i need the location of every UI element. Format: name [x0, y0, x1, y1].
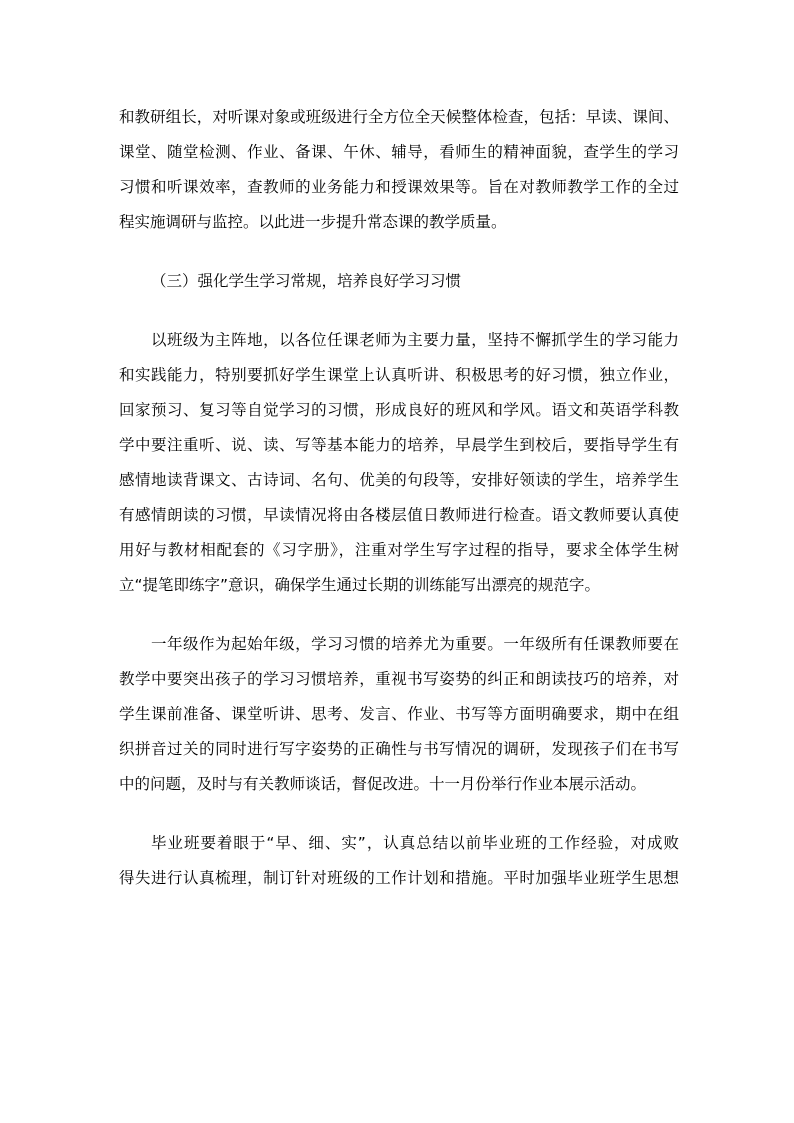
paragraph-line: 织拼音过关的同时进行写字姿势的正确性与书写情况的调研，发现孩子们在书写 — [119, 740, 679, 758]
paragraph-line: 课堂、随堂检测、作业、备课、午休、辅导，看师生的精神面貌，查学生的学习 — [119, 143, 679, 161]
paragraph-line: 教学中要突出孩子的学习习惯培养，重视书写姿势的纠正和朗读技巧的培养，对 — [119, 670, 679, 688]
paragraph-first-grade — [119, 627, 679, 802]
paragraph-inspection — [119, 100, 679, 240]
paragraph-line: 程实施调研与监控。以此进一步提升常态课的教学质量。 — [119, 213, 507, 231]
paragraph-line: 立“提笔即练字”意识，确保学生通过长期的训练能写出漂亮的规范字。 — [119, 576, 601, 594]
document-body — [119, 100, 679, 896]
paragraph-line: 用好与教材相配套的《习字册》，注重对学生写字过程的指导，要求全体学生树 — [119, 541, 679, 559]
section-heading: （三）强化学生学习常规，培养良好学习习惯 — [151, 272, 462, 290]
paragraph-line: 中的问题，及时与有关教师谈话，督促改进。十一月份举行作业本展示活动。 — [119, 775, 647, 793]
paragraph-study-habits — [119, 323, 679, 603]
paragraph-line: 和教研组长，对听课对象或班级进行全方位全天候整体检查，包括：早读、课间、 — [119, 108, 679, 126]
paragraph-line: 习惯和听课效率，查教师的业务能力和授课效果等。旨在对教师教学工作的全过 — [119, 178, 679, 196]
paragraph-line: 一年级作为起始年级，学习习惯的培养尤为重要。一年级所有任课教师要在 — [151, 635, 679, 653]
paragraph-line: 以班级为主阵地，以各位任课老师为主要力量，坚持不懈抓学生的学习能力 — [151, 331, 679, 349]
paragraph-line: 回家预习、复习等自觉学习的习惯，形成良好的班风和学风。语文和英语学科教 — [119, 401, 679, 419]
paragraph-graduating-class — [119, 826, 679, 896]
paragraph-line: 得失进行认真梳理，制订针对班级的工作计划和措施。平时加强毕业班学生思想 — [119, 869, 679, 887]
paragraph-line: 学生课前准备、课堂听讲、思考、发言、作业、书写等方面明确要求，期中在组 — [119, 705, 679, 723]
paragraph-line: 感情地读背课文、古诗词、名句、优美的句段等，安排好领读的学生，培养学生 — [119, 471, 679, 489]
paragraph-line: 和实践能力，特别要抓好学生课堂上认真听讲、积极思考的好习惯，独立作业， — [119, 366, 679, 384]
paragraph-line: 有感情朗读的习惯，早读情况将由各楼层值日教师进行检查。语文教师要认真使 — [119, 506, 679, 524]
paragraph-line: 毕业班要着眼于“早、细、实”，认真总结以前毕业班的工作经验，对成败 — [151, 834, 679, 852]
paragraph-line: 学中要注重听、说、读、写等基本能力的培养，早晨学生到校后，要指导学生有 — [119, 436, 679, 454]
